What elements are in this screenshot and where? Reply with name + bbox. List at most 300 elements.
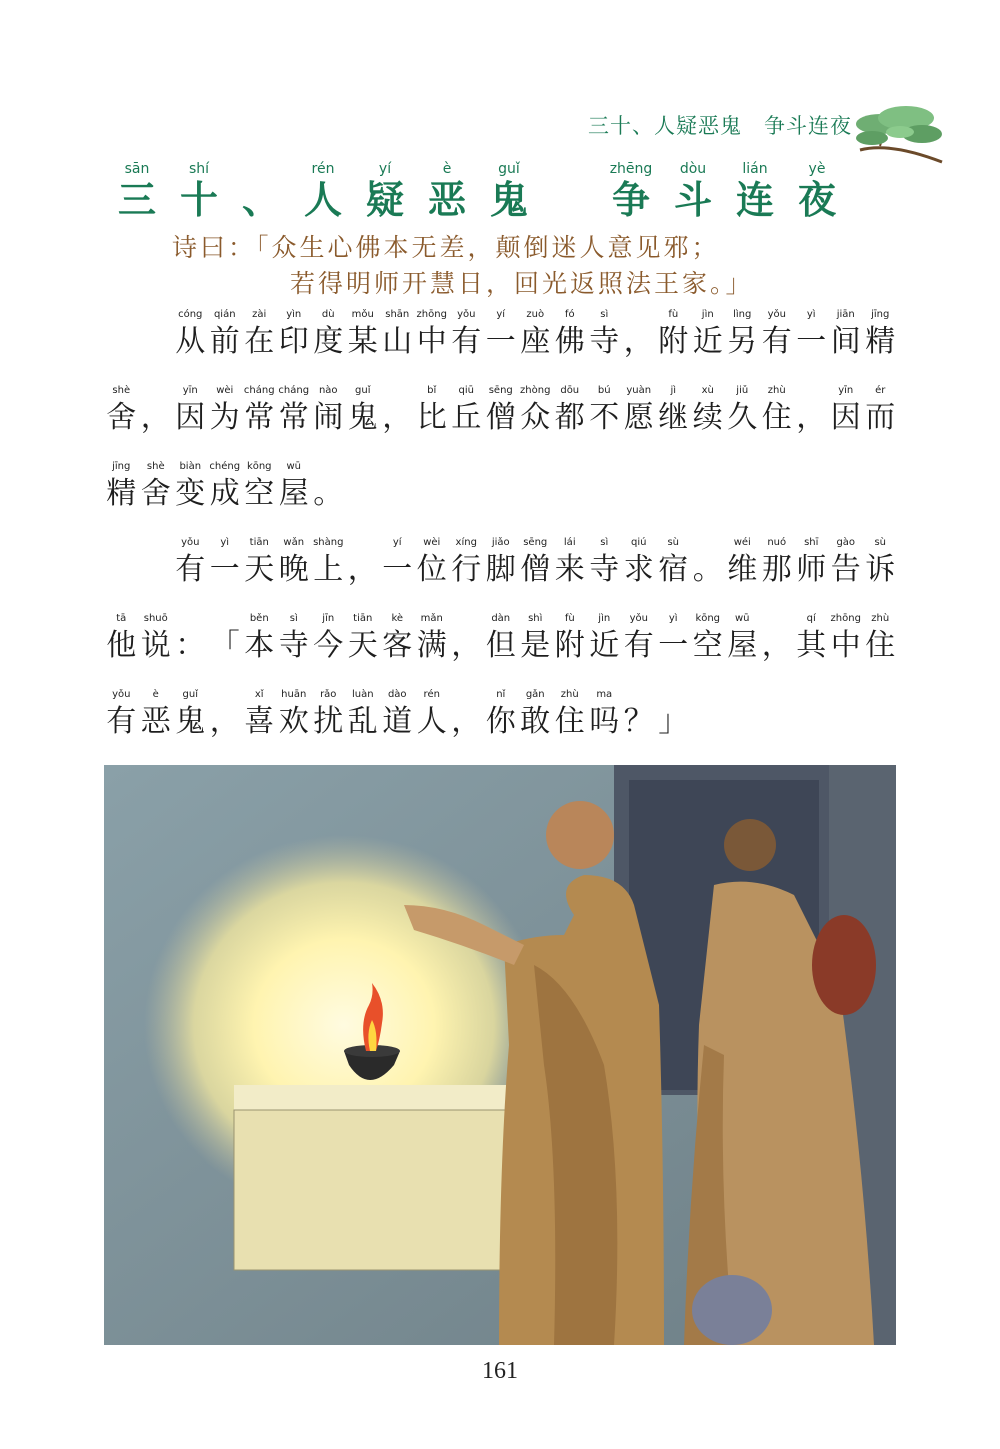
pinyin: yì [806,309,816,320]
pinyin: rǎo [320,689,337,700]
hanzi: 都 [554,400,585,435]
hanzi: 因 [175,400,206,435]
text-char [794,384,829,438]
hanzi: 诉 [865,552,896,587]
pinyin: shè [146,461,165,472]
text-char [622,688,657,742]
pinyin: jìn [701,309,714,320]
hanzi: 愿 [623,400,654,435]
text-char [380,384,415,438]
text-char [484,384,519,438]
pinyin: wǎn [283,537,305,548]
text-char [277,460,312,514]
hanzi: 吗 [589,704,620,739]
hanzi: 今 [313,628,344,663]
hanzi: 鬼 [175,704,206,739]
title-pinyin: lián [742,161,768,177]
hanzi [141,550,171,590]
hanzi: 佛 [554,324,585,359]
pinyin: wū [734,613,750,624]
pinyin: nào [318,385,338,396]
hanzi: ？ [623,704,654,739]
text-char [139,308,174,362]
pinyin: jì [670,385,677,396]
pinyin: cháng [243,385,275,396]
text-char [311,384,346,438]
hanzi: 他 [106,628,137,663]
pinyin: tiān [249,537,269,548]
text-line-4 [104,536,898,590]
text-char [242,384,277,438]
running-header-title: 三十、人疑恶鬼 争斗连夜 [588,114,852,138]
pinyin: bú [597,385,611,396]
hanzi: 中 [416,324,447,359]
hanzi: 喜 [244,704,275,739]
title-char [478,160,540,222]
text-char [311,308,346,362]
text-char [760,536,795,590]
text-char [553,688,588,742]
pinyin: wèi [423,537,441,548]
text-char [208,536,243,590]
text-char [656,688,691,742]
title-hanzi: 连 [735,178,774,222]
title-char [416,160,478,222]
hanzi [141,322,171,362]
text-char [173,688,208,742]
pinyin: fó [564,309,575,320]
pinyin: lìng [733,309,752,320]
pinyin: shè [112,385,131,396]
hanzi: 客 [382,628,413,663]
page-number: 161 [482,1358,518,1384]
text-char [173,460,208,514]
text-char [380,612,415,666]
pinyin: yīn [182,385,198,396]
hanzi: 舍 [106,400,137,435]
text-char [484,612,519,666]
hanzi: 住 [761,400,792,435]
text-char [829,384,864,438]
text-char [656,612,691,666]
hanzi: ： [175,628,206,663]
hanzi: 。 [692,552,723,587]
hanzi: 继 [658,400,689,435]
text-char [863,536,898,590]
text-char [346,536,381,590]
pinyin: yí [496,309,506,320]
text-char [415,536,450,590]
text-char [415,688,450,742]
hanzi: 天 [347,628,378,663]
text-line-6 [104,688,691,742]
pinyin: qiū [458,385,474,396]
title-char [230,160,292,222]
hanzi: 告 [830,552,861,587]
hanzi: 印 [278,324,309,359]
hanzi: 某 [347,324,378,359]
text-char [380,688,415,742]
text-char [691,384,726,438]
pinyin: zhù [767,385,786,396]
pinyin: xù [701,385,714,396]
text-char [622,612,657,666]
text-char [553,536,588,590]
text-char [139,536,174,590]
pinyin: yǒu [457,309,476,320]
title-char [354,160,416,222]
pinyin: sì [600,309,609,320]
pinyin: guǐ [182,689,198,700]
title-pinyin: è [442,161,452,177]
text-char [346,384,381,438]
pinyin: zhōng [830,613,861,624]
pinyin: kōng [246,461,272,472]
pinyin: cháng [278,385,310,396]
text-line-2 [104,384,898,438]
hanzi: 不 [589,400,620,435]
pinyin: jīn [322,613,335,624]
hanzi: 」 [658,704,689,739]
title-hanzi: 、 [241,178,280,222]
title-char [106,160,168,222]
text-char [415,384,450,438]
text-char [587,384,622,438]
illustration [104,765,896,1345]
text-char [587,612,622,666]
hanzi: 前 [209,324,240,359]
title-hanzi: 疑 [365,178,404,222]
text-char [587,536,622,590]
text-char [518,308,553,362]
hanzi: ， [382,400,413,435]
pinyin: luàn [351,689,374,700]
text-char [449,308,484,362]
hanzi: 住 [865,628,896,663]
hanzi: 人 [416,704,447,739]
text-char [104,460,139,514]
text-char [587,688,622,742]
text-char [725,612,760,666]
text-char [104,384,139,438]
text-char [794,308,829,362]
text-char [173,308,208,362]
hanzi: 变 [175,476,206,511]
text-char [311,612,346,666]
text-line-5 [104,612,898,666]
hanzi: 有 [106,704,137,739]
pinyin: jìn [598,613,611,624]
hanzi: 敢 [520,704,551,739]
text-char [311,688,346,742]
hanzi: 有 [175,552,206,587]
text-char [656,384,691,438]
hanzi: 舍 [140,476,171,511]
hanzi: 近 [589,628,620,663]
pinyin: shān [385,309,410,320]
pinyin: zhōng [416,309,447,320]
pinyin: sù [874,537,887,548]
pinyin: wū [286,461,302,472]
pinyin: qiú [631,537,647,548]
pinyin: yīn [838,385,854,396]
text-char [346,612,381,666]
hanzi: 有 [623,628,654,663]
pinyin: yǒu [767,309,786,320]
text-char [104,536,139,590]
text-char [518,384,553,438]
text-line-1 [104,308,898,362]
pinyin: yuàn [626,385,652,396]
hanzi: 空 [692,628,723,663]
hanzi: 一 [658,628,689,663]
hanzi: 丘 [451,400,482,435]
hanzi: 行 [451,552,482,587]
text-char [725,308,760,362]
hanzi: 久 [727,400,758,435]
pinyin: rén [423,689,440,700]
text-char [863,384,898,438]
pinyin: zhù [560,689,579,700]
hanzi: 本 [244,628,275,663]
pinyin: jiǎo [491,537,510,548]
hanzi: ， [140,400,171,435]
text-char [622,308,657,362]
hanzi: 维 [727,552,758,587]
hanzi: 恶 [140,704,171,739]
hanzi: ， [451,704,482,739]
text-char [208,460,243,514]
pinyin: fù [564,613,575,624]
hanzi: 。 [313,476,344,511]
hanzi: 众 [520,400,551,435]
text-char [242,308,277,362]
hanzi: 山 [382,324,413,359]
text-char [863,612,898,666]
text-char [104,612,139,666]
pinyin: yì [220,537,230,548]
title-hanzi: 恶 [427,178,466,222]
pinyin: mǒu [351,309,374,320]
text-char [622,536,657,590]
text-char [794,612,829,666]
hanzi: ， [623,324,654,359]
hanzi: 从 [175,324,206,359]
pinyin: shuō [143,613,168,624]
title-pinyin: shí [188,161,210,177]
hanzi: 为 [209,400,240,435]
text-char [691,612,726,666]
text-char [449,536,484,590]
pinyin: yǒu [181,537,200,548]
hanzi: 屋 [278,476,309,511]
text-char [484,536,519,590]
text-char [794,536,829,590]
pinyin: sì [289,613,298,624]
hanzi: 常 [244,400,275,435]
text-char [242,688,277,742]
text-char [415,308,450,362]
text-char [208,308,243,362]
pinyin: xǐ [254,689,264,700]
hanzi: 宿 [658,552,689,587]
text-char [449,384,484,438]
text-char [656,536,691,590]
title-pinyin: zhēng [609,161,653,177]
text-char [829,536,864,590]
hanzi: 一 [796,324,827,359]
hanzi: 寺 [589,324,620,359]
hanzi: 僧 [520,552,551,587]
text-char [760,612,795,666]
text-char [449,688,484,742]
hanzi: 是 [520,628,551,663]
pinyin: chéng [209,461,241,472]
title-hanzi: 人 [303,178,342,222]
pinyin: shī [804,537,819,548]
text-char [104,688,139,742]
pinyin: sēng [523,537,548,548]
pinyin: qián [213,309,236,320]
pinyin: yí [392,537,402,548]
hanzi: 求 [623,552,654,587]
hanzi: 欢 [278,704,309,739]
hanzi: 「 [209,628,240,663]
hanzi [106,322,136,362]
hanzi: 晚 [278,552,309,587]
text-char [691,536,726,590]
pinyin: běn [249,613,269,624]
hanzi: 常 [278,400,309,435]
pinyin: cóng [178,309,203,320]
pinyin: dù [321,309,335,320]
text-char [449,612,484,666]
title-char [292,160,354,222]
hanzi: 一 [209,552,240,587]
text-char [829,612,864,666]
hanzi: 但 [485,628,516,663]
pinyin: qí [806,613,816,624]
title-pinyin: guǐ [498,161,520,177]
pinyin: yìn [286,309,302,320]
hanzi: 座 [520,324,551,359]
pinyin: gào [836,537,856,548]
pinyin: yǒu [112,689,131,700]
text-char [587,308,622,362]
text-char [208,688,243,742]
title-char [724,160,786,222]
text-char [829,308,864,362]
hanzi: 附 [658,324,689,359]
pinyin: huān [281,689,307,700]
poem-line-2: 若得明师开慧日，回光返照法王家。」 [290,269,754,298]
text-char [346,688,381,742]
pinyin: tiān [353,613,373,624]
text-char [311,460,346,514]
hanzi: 住 [554,704,585,739]
hanzi: ， [796,400,827,435]
title-char [786,160,848,222]
hanzi: 乱 [347,704,378,739]
text-char [484,688,519,742]
pinyin: zhòng [520,385,551,396]
text-line-3 [104,460,346,514]
text-char [346,308,381,362]
hanzi: 道 [382,704,413,739]
text-char [725,384,760,438]
hanzi: 鬼 [347,400,378,435]
pinyin: fù [668,309,679,320]
pinyin: sēng [488,385,513,396]
pinyin: dào [387,689,407,700]
title-hanzi: 斗 [673,178,712,222]
pinyin: sì [600,537,609,548]
hanzi: 续 [692,400,723,435]
pinyin: biàn [179,461,202,472]
chapter-title [106,160,848,222]
hanzi: 一 [382,552,413,587]
pinyin: sù [667,537,680,548]
hanzi: 成 [209,476,240,511]
pinyin: jīng [871,309,890,320]
title-pinyin: rén [311,161,335,177]
text-char [484,308,519,362]
hanzi: 屋 [727,628,758,663]
hanzi: ， [761,628,792,663]
hanzi: 另 [727,324,758,359]
hanzi: 精 [106,476,137,511]
hanzi: 因 [830,400,861,435]
hanzi: 那 [761,552,792,587]
pinyin: dàn [491,613,511,624]
pinyin: tā [116,613,127,624]
text-char [173,384,208,438]
title-hanzi: 十 [179,178,218,222]
hanzi: 比 [416,400,447,435]
hanzi [106,550,136,590]
text-char [139,384,174,438]
hanzi: 度 [313,324,344,359]
pinyin: shì [528,613,543,624]
pinyin: gǎn [525,689,545,700]
text-char [139,612,174,666]
pinyin: lái [563,537,576,548]
text-char [139,460,174,514]
hanzi: 一 [485,324,516,359]
pinyin: xíng [455,537,477,548]
poem-line-1: 诗曰：「众生心佛本无差，颠倒迷人意见邪； [172,233,720,262]
text-char [553,612,588,666]
pinyin: kè [391,613,404,624]
hanzi: 你 [485,704,516,739]
hanzi: 寺 [589,552,620,587]
hanzi: 上 [313,552,344,587]
hanzi: ， [451,628,482,663]
text-char [277,688,312,742]
text-char [173,536,208,590]
hanzi: 精 [865,324,896,359]
pinyin: jīng [112,461,131,472]
pinyin: yì [668,613,678,624]
title-pinyin: dòu [679,161,707,177]
hanzi: 附 [554,628,585,663]
text-char [622,384,657,438]
text-char [277,536,312,590]
title-hanzi: 鬼 [489,178,528,222]
text-char [277,612,312,666]
hanzi: 来 [554,552,585,587]
pinyin: jiān [836,309,855,320]
